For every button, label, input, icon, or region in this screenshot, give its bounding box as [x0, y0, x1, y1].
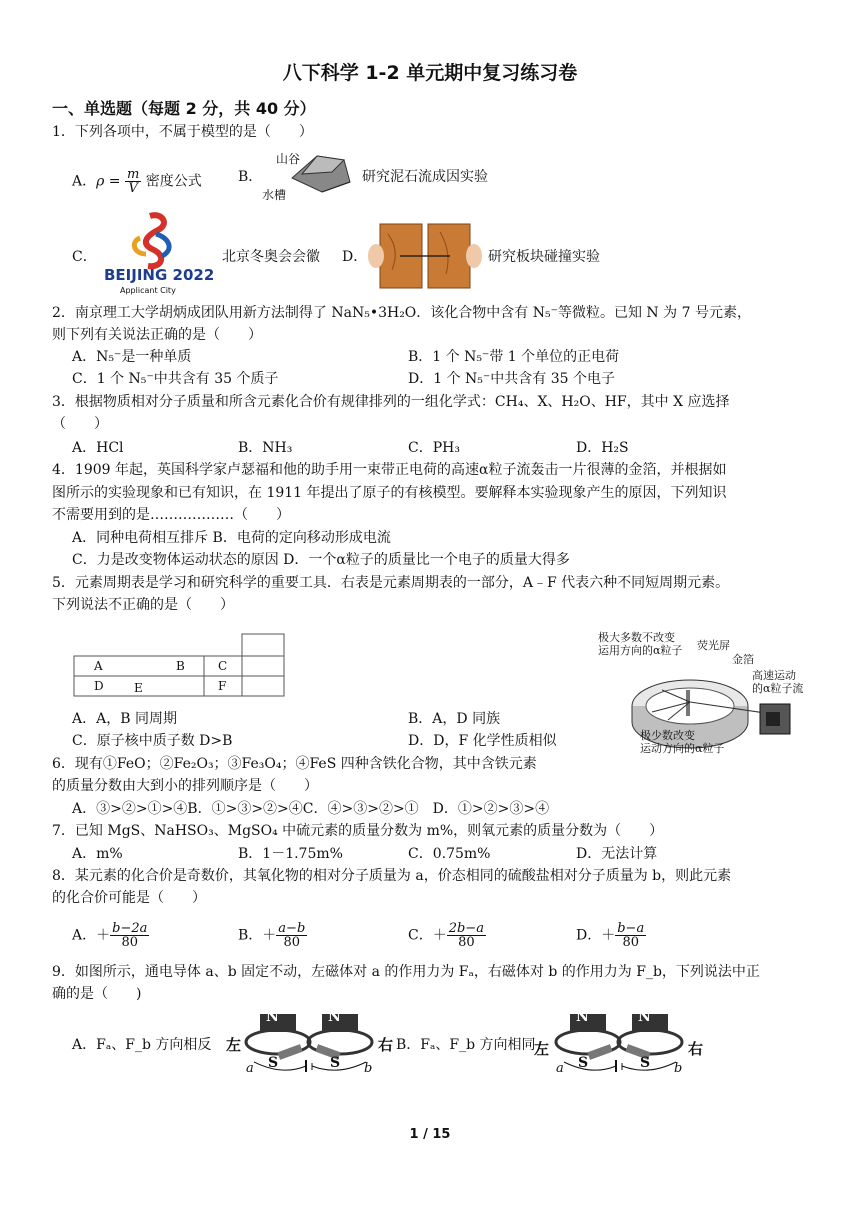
mudflow-label-valley: 山谷: [276, 152, 301, 166]
rutherford-label-2: 运用方向的α粒子: [598, 644, 683, 657]
section-heading: 一、单选题（每题 2 分，共 40 分）: [52, 99, 316, 118]
fig-b-label-left: 左: [534, 1040, 550, 1058]
q3-option-d: D．H₂S: [576, 440, 629, 456]
q5-stem-line2: 下列说法不正确的是（ ）: [52, 597, 234, 613]
q5-stem-line1: 5．元素周期表是学习和研究科学的重要工具．右表是元素周期表的一部分，A﹣F 代表六种不同短周期元素。: [52, 575, 730, 591]
rutherford-label-screen: 荧光屏: [697, 639, 730, 652]
q6-stem-line2: 的质量分数由大到小的排列顺序是（ ）: [52, 778, 318, 794]
q5-option-a: A．A，B 同周期: [72, 711, 177, 727]
q7-option-a: A．m%: [72, 846, 123, 862]
ptable-cell-d: D: [94, 679, 104, 693]
q9-option-a: A．Fₐ、F_b 方向相反: [72, 1037, 212, 1053]
fig-a-label-right: 右: [378, 1036, 394, 1054]
q5-option-d: D．D，F 化学性质相似: [408, 733, 557, 749]
q6-stem-line1: 6．现有①FeO；②Fe₂O₃；③Fe₃O₄；④FeS 四种含铁化合物，其中含铁元素: [52, 756, 537, 772]
q5-option-b: B．A，D 同族: [408, 711, 501, 727]
fig-a-n-right: N: [328, 1009, 341, 1025]
q8-option-c: C．＋ $\frac{2b-a}{80}$: [408, 921, 484, 950]
q6-options: A．③>②>①>④B．①>③>②>④C．④>③>②>① D．①>②>③>④: [72, 801, 550, 817]
q1-option-b-text: 研究泥石流成因实验: [362, 169, 488, 185]
q8-stem-line1: 8．某元素的化合价是奇数价，其氧化物的相对分子质量为 a，价态相同的硫酸盐相对分子质量为 b，则此元素: [52, 868, 732, 884]
density-fraction: $\frac{m}{V}$: [127, 167, 140, 196]
fig-b-label-right: 右: [688, 1040, 704, 1058]
mudflow-label-tank: 水槽: [262, 188, 287, 202]
q4-stem-line2: 图所示的实验现象和已有知识，在 1911 年提出了原子的有核模型。要解释本实验现象产生的原因，下列知识: [52, 485, 727, 501]
q1-option-a: A．ρ = $\frac{m}{V}$ 密度公式: [72, 167, 202, 196]
q2-option-b: B．1 个 N₅⁻带 1 个单位的正电荷: [408, 349, 620, 365]
q2-option-a: A．N₅⁻是一种单质: [72, 349, 192, 365]
fig-b-s-left: S: [578, 1055, 589, 1071]
q4-options-ab: A．同种电荷相互排斥 B．电荷的定向移动形成电流: [72, 530, 391, 546]
q7-stem: 7．已知 MgS、NaHSO₃、MgSO₄ 中硫元素的质量分数为 m%，则氧元素的质量分数为（ ）: [52, 823, 664, 839]
q7-option-b: B．1－1.75m%: [238, 846, 343, 862]
rutherford-label-foil: 金箔: [732, 653, 754, 666]
fig-a-s-right: S: [330, 1055, 341, 1071]
magnet-figure-a: [242, 1010, 377, 1078]
q2-stem-line2: 则下列有关说法正确的是（ ）: [52, 327, 262, 343]
q8-option-d: D．＋ $\frac{b-a}{80}$: [576, 921, 645, 950]
ptable-cell-a: A: [94, 659, 103, 673]
fig-a-label-a: a: [246, 1061, 254, 1076]
ptable-cell-b: B: [176, 659, 185, 673]
q1-option-c-text: 北京冬奥会会徽: [222, 249, 320, 265]
fig-a-label-b: b: [364, 1061, 373, 1076]
plate-collision-image: [370, 220, 480, 292]
q3-option-b: B．NH₃: [238, 440, 293, 456]
beijing-logo-subtext: Applicant City: [120, 286, 176, 295]
page-number: 1 / 15: [409, 1127, 451, 1142]
q8-option-b: B．＋ $\frac{a-b}{80}$: [238, 921, 306, 950]
beijing-logo-text: BEIJING 2022: [104, 266, 215, 284]
q3-stem-line2: （ ）: [52, 416, 108, 432]
fig-b-n-right: N: [638, 1009, 651, 1025]
q4-options-cd: C．力是改变物体运动状态的原因 D．一个α粒子的质量比一个电子的质量大得多: [72, 552, 570, 568]
rutherford-label-stream-1: 高速运动: [752, 669, 796, 682]
q9-stem-line1: 9．如图所示，通电导体 a、b 固定不动，左磁体对 a 的作用力为 Fₐ，右磁体对 b 的作用力为 F_b，下列说法中正: [52, 964, 760, 980]
q8-stem-line2: 的化合价可能是（ ）: [52, 890, 206, 906]
fig-b-label-a: a: [556, 1061, 564, 1076]
magnet-figure-b: [552, 1010, 687, 1078]
fig-a-n-left: N: [266, 1009, 279, 1025]
rutherford-label-deflect-1: 极少数改变: [640, 729, 695, 742]
q9-option-b: B．Fₐ、F_b 方向相同: [396, 1037, 536, 1053]
q1-option-d-text: 研究板块碰撞实验: [488, 249, 600, 265]
q3-option-a: A．HCl: [72, 440, 124, 456]
fig-b-s-right: S: [640, 1055, 651, 1071]
rutherford-label-stream-2: 的α粒子流: [752, 682, 804, 695]
q2-option-c: C．1 个 N₅⁻中共含有 35 个质子: [72, 371, 279, 387]
ptable-cell-e: E: [134, 681, 143, 695]
fig-a-s-left: S: [268, 1055, 279, 1071]
ptable-cell-c: C: [218, 659, 228, 673]
fig-a-label-left: 左: [226, 1036, 242, 1054]
q2-stem-line1: 2．南京理工大学胡炳成团队用新方法制得了 NaN₅•3H₂O．该化合物中含有 N₅⁻等微粒。已知 N 为 7 号元素，: [52, 305, 751, 321]
q1-option-b-prefix: B．: [238, 169, 263, 185]
q7-option-c: C．0.75m%: [408, 846, 491, 862]
rutherford-label-1: 极大多数不改变: [598, 631, 675, 644]
q5-option-c: C．原子核中质子数 D>B: [72, 733, 233, 749]
q2-option-d: D．1 个 N₅⁻中共含有 35 个电子: [408, 371, 615, 387]
rutherford-label-deflect-2: 运动方向的α粒子: [640, 742, 725, 755]
q1-stem: 1．下列各项中，不属于模型的是（ ）: [52, 124, 313, 140]
page-title: 八下科学 1-2 单元期中复习练习卷: [282, 62, 578, 84]
q4-stem-line3: 不需要用到的是………………（ ）: [52, 507, 290, 523]
q4-stem-line1: 4．1909 年起，英国科学家卢瑟福和他的助手用一束带正电荷的高速α粒子流轰击一片很薄的金箔，并根据如: [52, 462, 727, 478]
q9-stem-line2: 确的是（ ): [52, 986, 142, 1002]
q1-option-d-prefix: D．: [342, 249, 368, 265]
q1-option-c-prefix: C．: [72, 249, 97, 265]
fig-b-label-b: b: [674, 1061, 683, 1076]
ptable-cell-f: F: [218, 679, 227, 693]
q3-stem-line1: 3．根据物质相对分子质量和所含元素化合价有规律排列的一组化学式：CH₄、X、H₂O、HF，其中 X 应选择: [52, 394, 730, 410]
q8-option-a: A．＋ $\frac{b-2a}{80}$: [72, 921, 148, 950]
q7-option-d: D．无法计算: [576, 846, 658, 862]
fig-b-n-left: N: [576, 1009, 589, 1025]
q3-option-c: C．PH₃: [408, 440, 460, 456]
